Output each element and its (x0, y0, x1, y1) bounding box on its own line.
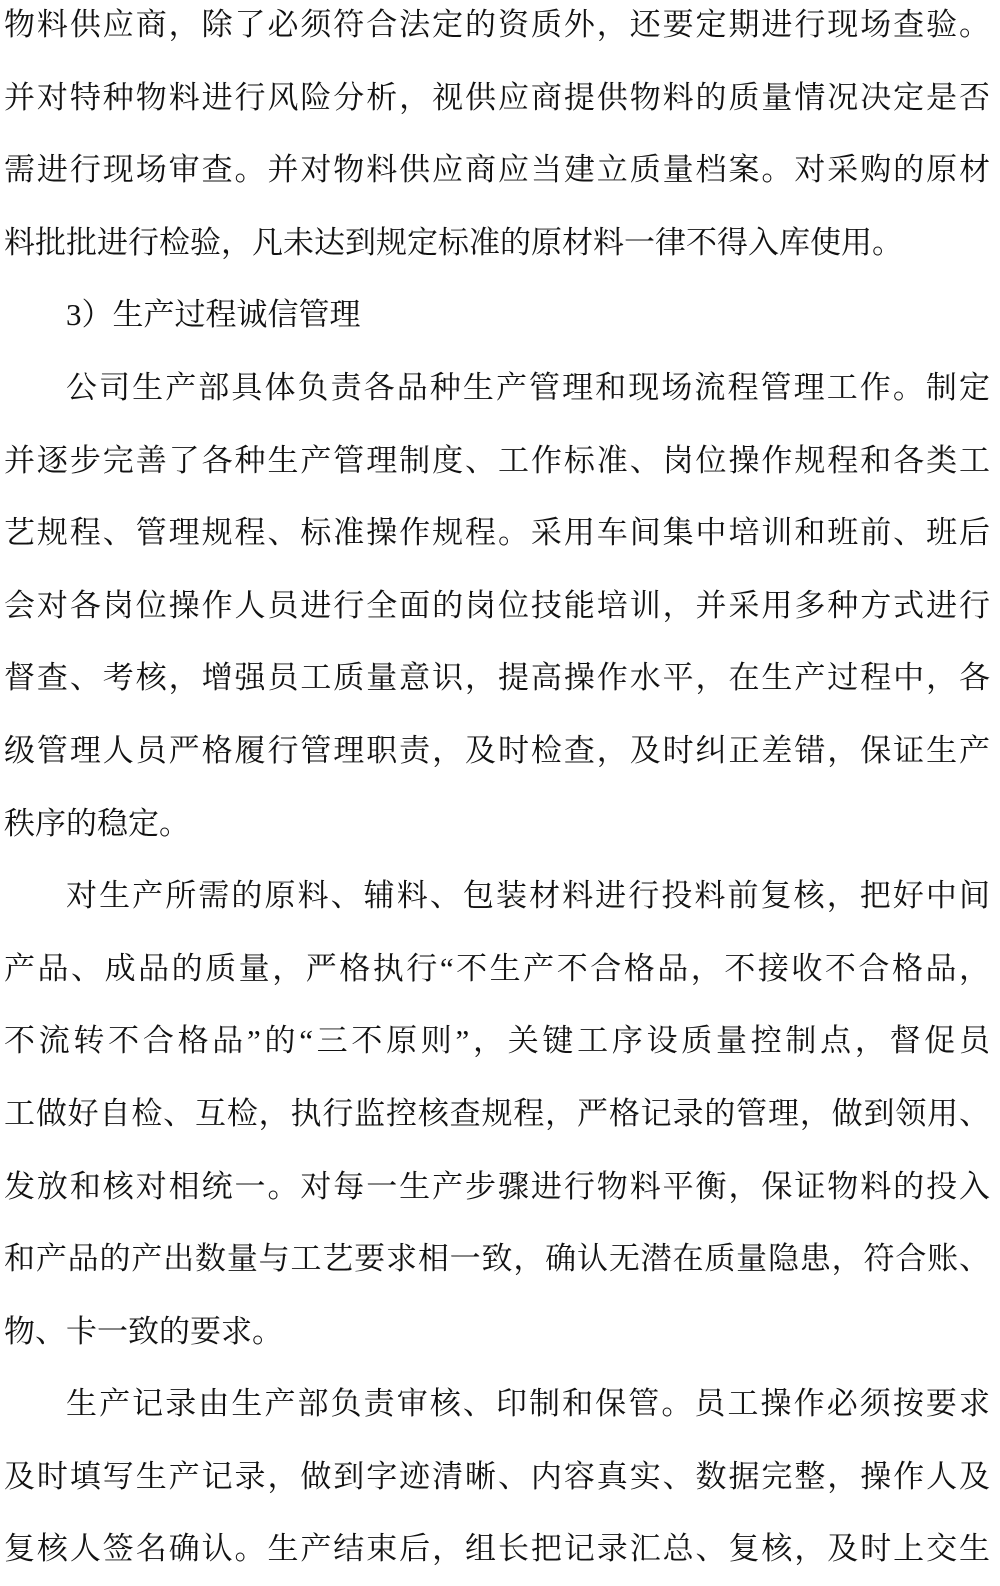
text-line: 产品、成品的质量，严格执行“不生产不合格品，不接收不合格品， (4, 950, 990, 986)
text-line: 艺规程、管理规程、标准操作规程。采用车间集中培训和班前、班后 (4, 515, 990, 551)
text-line: 不流转不合格品”的“三不原则”，关键工序设质量控制点，督促员 (4, 1023, 990, 1059)
text-line: 生产记录由生产部负责审核、印制和保管。员工操作必须按要求 (66, 1386, 990, 1422)
text-line: 督查、考核，增强员工质量意识，提高操作水平，在生产过程中，各 (4, 660, 990, 696)
text-line: 复核人签名确认。生产结束后，组长把记录汇总、复核，及时上交生 (4, 1531, 990, 1567)
text-line: 发放和核对相统一。对每一生产步骤进行物料平衡，保证物料的投入 (4, 1168, 990, 1204)
heading-production-process-integrity (4, 279, 990, 352)
text-line: 3）生产过程诚信管理 (66, 297, 361, 333)
text-line: 对生产所需的原料、辅料、包装材料进行投料前复核，把好中间 (66, 878, 990, 914)
text-line: 工做好自检、互检，执行监控核查规程，严格记录的管理，做到领用、 (4, 1095, 990, 1131)
text-line: 料批批进行检验，凡未达到规定标准的原材料一律不得入库使用。 (4, 224, 903, 260)
text-line: 公司生产部具体负责各品种生产管理和现场流程管理工作。制定 (66, 369, 990, 405)
text-line: 物料供应商，除了必须符合法定的资质外，还要定期进行现场查验。 (4, 7, 990, 42)
text-line: 及时填写生产记录，做到字迹清晰、内容真实、数据完整，操作人及 (4, 1458, 990, 1494)
paragraph-production-records (4, 1368, 990, 1586)
text-line: 物、卡一致的要求。 (4, 1313, 283, 1349)
text-line: 会对各岗位操作人员进行全面的岗位技能培训，并采用多种方式进行 (4, 587, 990, 623)
text-line: 并逐步完善了各种生产管理制度、工作标准、岗位操作规程和各类工 (4, 442, 990, 478)
text-line: 需进行现场审查。并对物料供应商应当建立质量档案。对采购的原材 (4, 152, 990, 188)
text-line: 级管理人员严格履行管理职责，及时检查，及时纠正差错，保证生产 (4, 732, 990, 768)
paragraph-production-management (4, 352, 990, 860)
text-line: 并对特种物料进行风险分析，视供应商提供物料的质量情况决定是否 (4, 79, 990, 115)
paragraph-material-verification (4, 860, 990, 1368)
text-line: 秩序的稳定。 (4, 805, 190, 841)
text-line: 和产品的产出数量与工艺要求相一致，确认无潜在质量隐患，符合账、 (4, 1241, 990, 1277)
paragraph-supplier-inspection (4, 0, 990, 279)
